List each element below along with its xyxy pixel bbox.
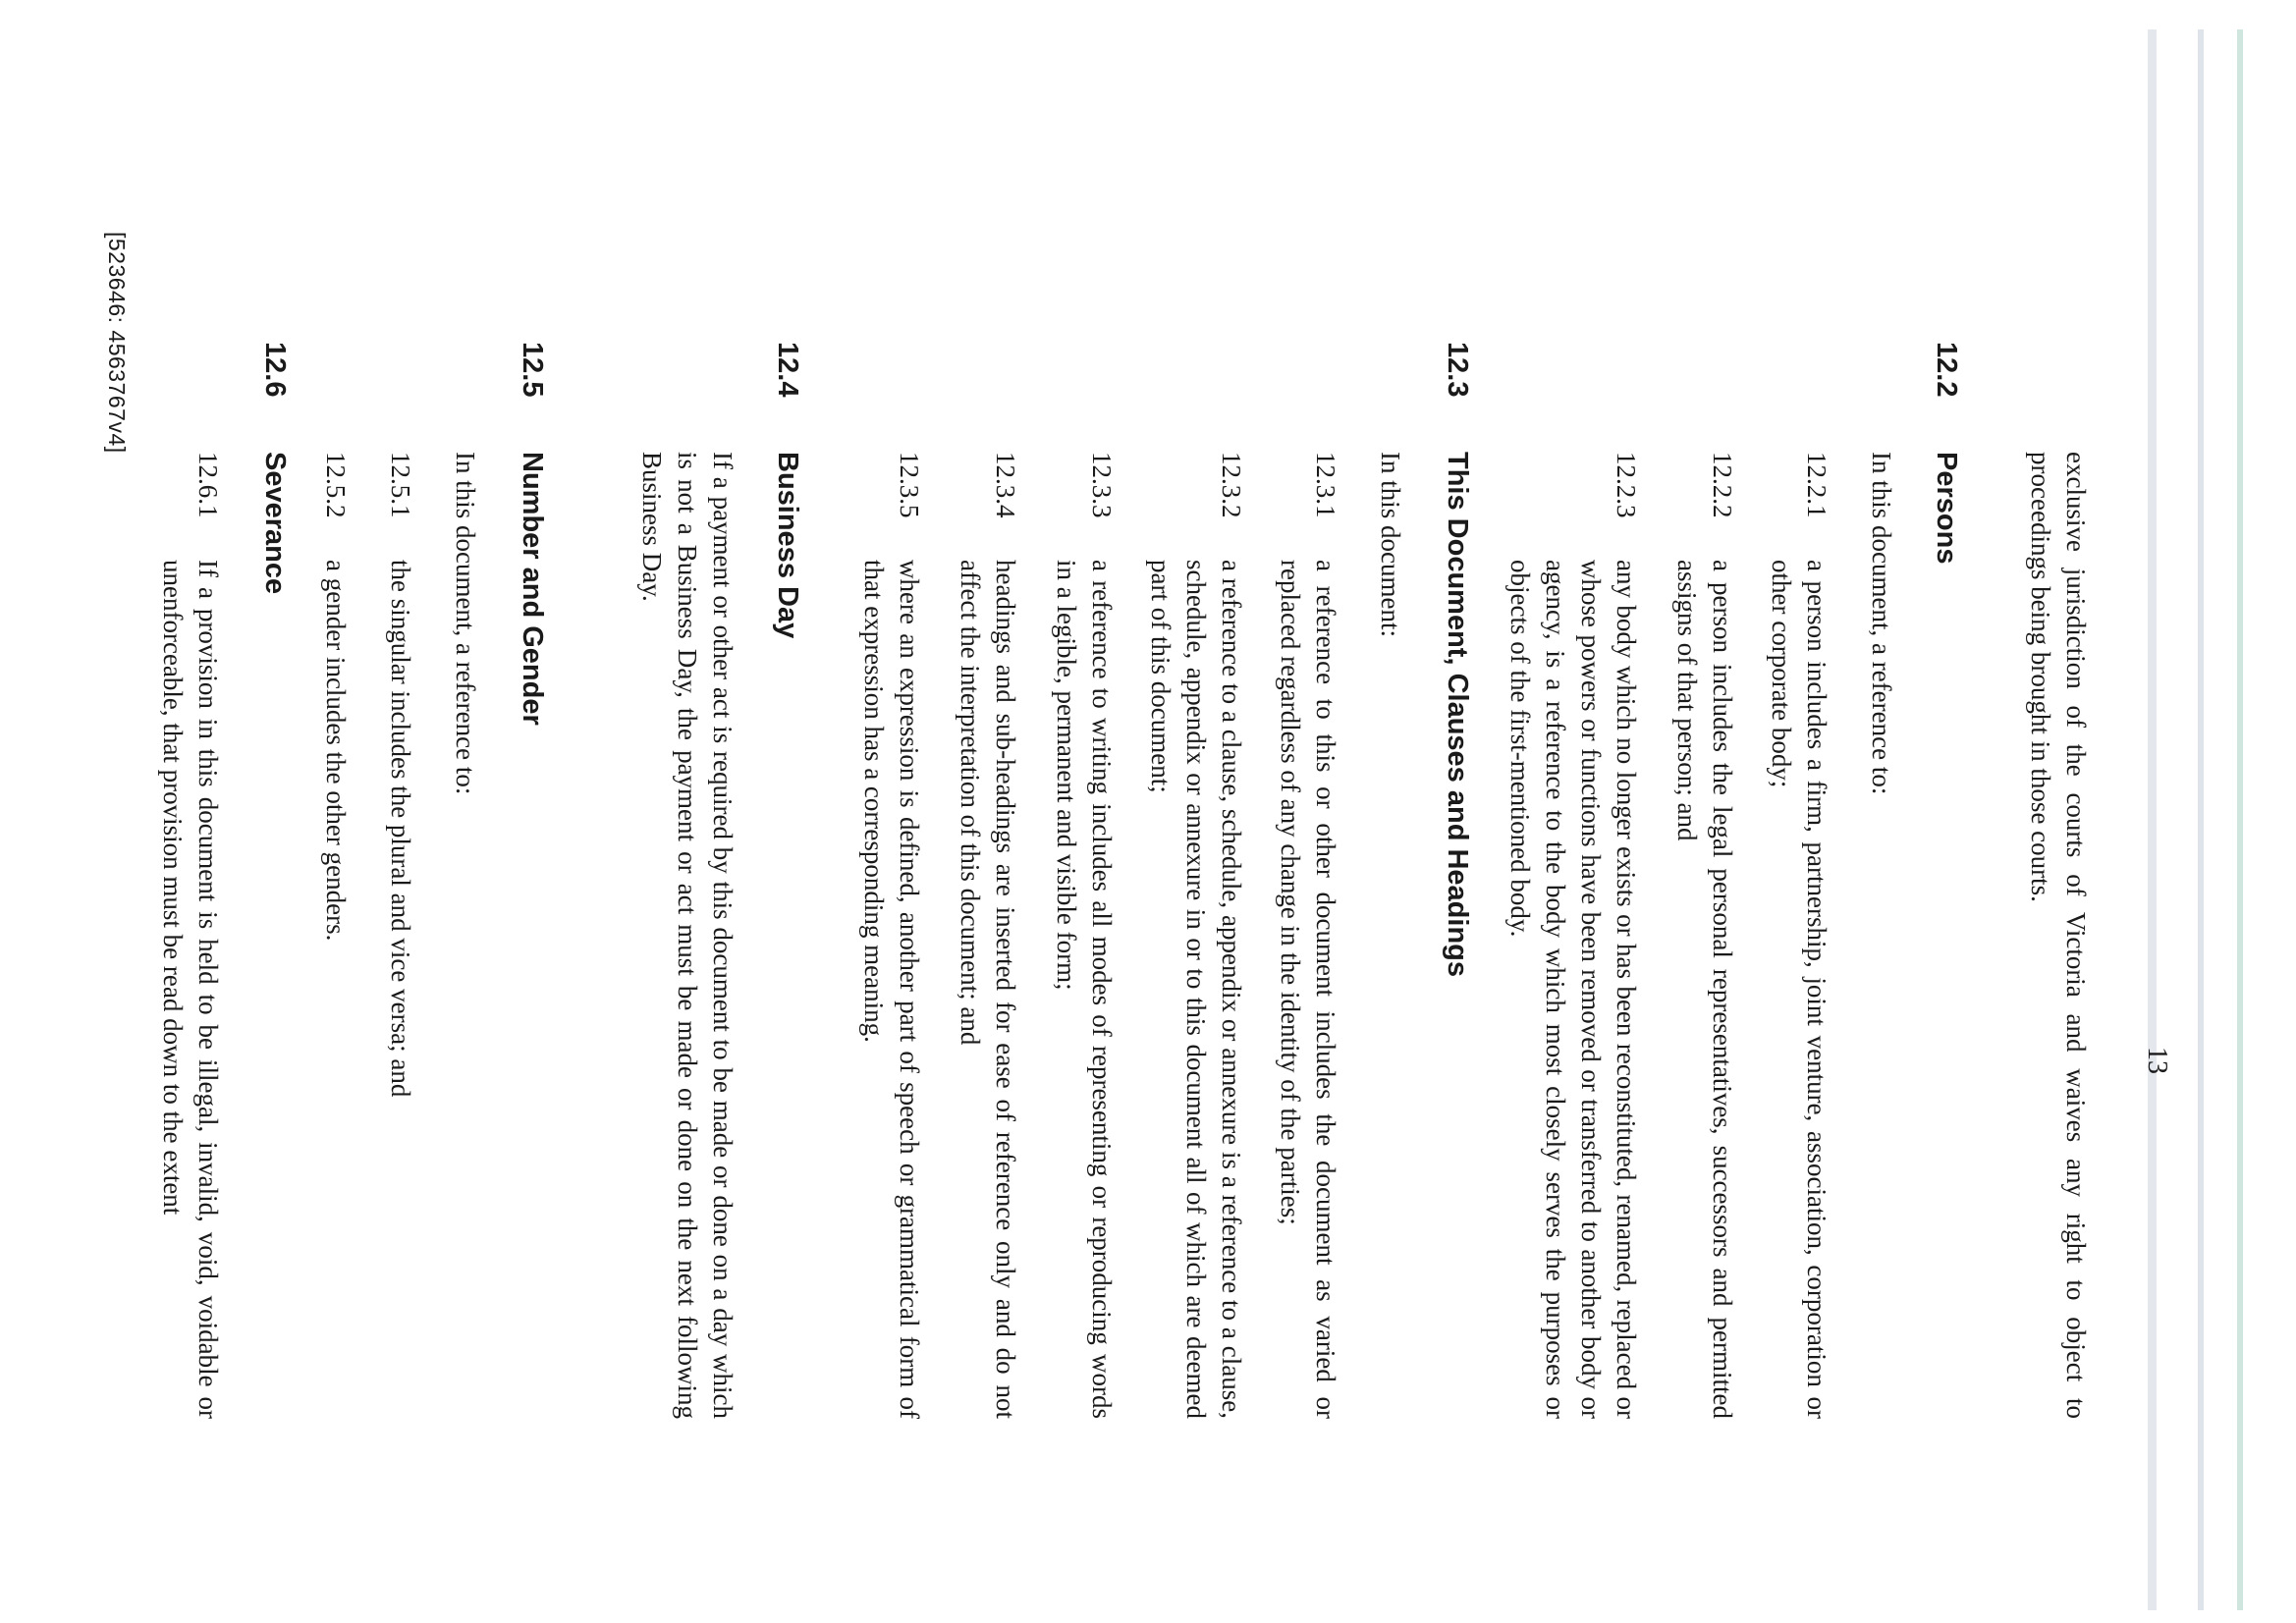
- clause-number: 12.3.3: [1087, 452, 1117, 518]
- clause-number: 12.2.1: [1802, 452, 1831, 518]
- section-number: 12.4: [772, 342, 803, 398]
- section-lead: In this document, a reference to:: [1867, 452, 1896, 795]
- clause-number: 12.3.1: [1311, 452, 1340, 518]
- clause-text: where an expression is defined, another part of speech or grammatical form of that expression has a corresponding meaning.: [859, 560, 924, 1419]
- section-heading: This Document, Clauses and Headings: [1442, 452, 1473, 977]
- document-reference: [523646: 4563767v4]: [104, 232, 130, 454]
- clause-text: a person includes a firm, partnership, joint venture, association, corporation or other corporate body;: [1767, 560, 1831, 1419]
- clause-number: 12.2.2: [1708, 452, 1737, 518]
- clause-text: a person includes the legal personal representatives, successors and permitted assigns of that person; and: [1672, 560, 1737, 1419]
- clause-number: 12.3.2: [1217, 452, 1246, 518]
- clause-text: headings and sub-headings are inserted for ease of reference only and do not affect the interpretation of this document; and: [956, 560, 1020, 1419]
- clause-text: If a provision in this document is held to be illegal, invalid, void, voidable or unenforceable, that provision must be read down to the extent: [158, 560, 223, 1419]
- clause-text: a reference to a clause, schedule, appendix or annexure is a reference to a clause, schedule, appendix or annexure in or to this document all of which are deemed part of this document;: [1146, 560, 1246, 1419]
- clause-text: the singular includes the plural and vice versa; and: [386, 560, 415, 1098]
- section-number: 12.2: [1931, 342, 1962, 398]
- section-heading: Number and Gender: [517, 452, 548, 726]
- clause-number: 12.2.3: [1612, 452, 1641, 518]
- section-heading: Persons: [1931, 452, 1962, 565]
- clause-text: a reference to this or other document includes the document as varied or replaced regardless of any change in the identity of the parties;: [1276, 560, 1340, 1419]
- clause-text: any body which no longer exists or has been reconstituted, renamed, replaced or whose powers or functions have been removed or transferred to another body or agency, is a reference to the body which most closely serves the purposes or objects of the first-mentioned body.: [1505, 560, 1641, 1419]
- intro-paragraph: exclusive jurisdiction of the courts of Victoria and waives any right to object to proceedings being brought in those courts.: [2026, 452, 2091, 1419]
- clause-number: 12.5.1: [386, 452, 415, 518]
- clause-number: 12.3.4: [991, 452, 1020, 518]
- section-number: 12.3: [1442, 342, 1473, 398]
- section-lead: In this document, a reference to:: [451, 452, 480, 795]
- clause-text: a gender includes the other genders.: [321, 560, 351, 942]
- section-heading: Severance: [259, 452, 291, 595]
- clause-number: 12.5.2: [321, 452, 351, 518]
- section-number: 12.5: [517, 342, 548, 398]
- section-lead: In this document:: [1376, 452, 1405, 637]
- clause-number: 12.3.5: [895, 452, 924, 518]
- section-heading: Business Day: [772, 452, 803, 639]
- section-number: 12.6: [259, 342, 291, 398]
- clause-number: 12.6.1: [193, 452, 223, 518]
- clause-text: a reference to writing includes all modes of representing or reproducing words in a legible, permanent and visible form;: [1052, 560, 1117, 1419]
- section-lead: If a payment or other act is required by this document to be made or done on a day which is not a Business Day, the payment or act must be made or done on the next following Business Day.: [637, 452, 738, 1419]
- page-number: 13: [2142, 1047, 2172, 1074]
